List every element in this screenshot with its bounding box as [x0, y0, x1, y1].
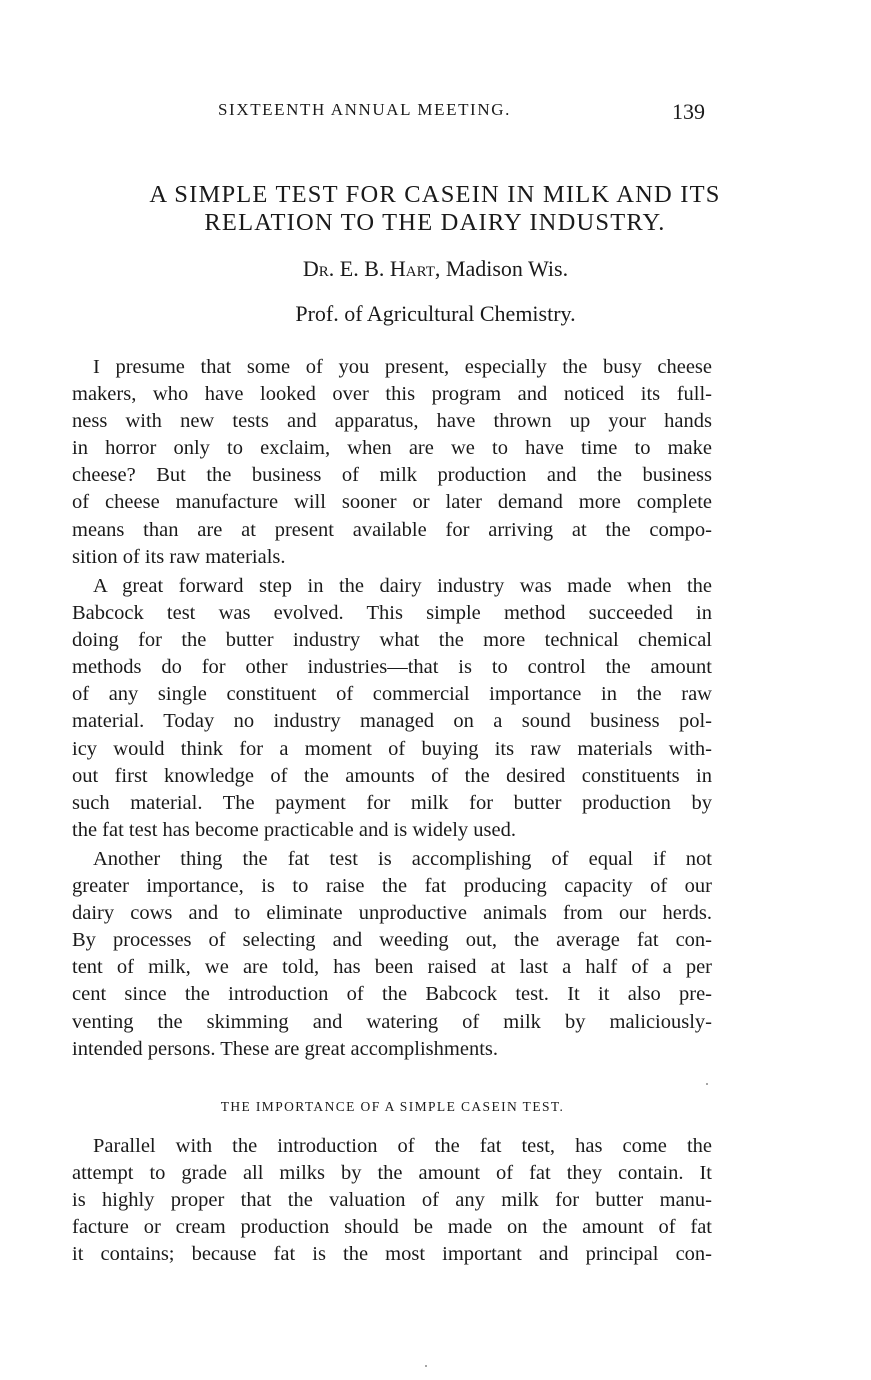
paragraph-line: facture or cream production should be made on the amount of fat — [72, 1216, 712, 1239]
scan-speck — [706, 1083, 708, 1085]
paragraph-line: the fat test has become practicable and is widely used. — [72, 818, 517, 841]
author-affiliation: Prof. of Agricultural Chemistry. — [295, 301, 576, 326]
article-title — [40, 181, 830, 237]
paragraph-line: cent since the introduction of the Babcock test. It it also pre- — [72, 983, 712, 1006]
paragraph-line: dairy cows and to eliminate unproductive animals from our herds. — [72, 902, 712, 925]
paragraph-line: icy would think for a moment of buying its raw materials with- — [72, 737, 712, 760]
paragraph-line: attempt to grade all milks by the amount of fat they contain. It — [72, 1162, 712, 1185]
title-line-2: RELATION TO THE DAIRY INDUSTRY. — [204, 209, 666, 236]
paragraph-line: makers, who have looked over this program and noticed its full- — [72, 383, 712, 406]
paragraph-line: methods do for other industries—that is to control the amount — [72, 656, 712, 679]
paragraph-line: it contains; because fat is the most important and principal con- — [72, 1243, 712, 1266]
paragraph-line: of any single constituent of commercial importance in the raw — [72, 683, 712, 706]
scan-speck — [425, 1365, 427, 1367]
author-name: Dr. E. B. Hart, — [302, 256, 441, 281]
paragraph-3 — [72, 846, 712, 1063]
page-number: 139 — [672, 99, 705, 124]
paragraph-line: out first knowledge of the amounts of the desired constituents in — [72, 764, 712, 787]
author-location: Madison Wis. — [445, 256, 569, 281]
paragraph-line: tent of milk, we are told, has been raised at last a half of a per — [72, 956, 712, 979]
section-heading: THE IMPORTANCE OF A SIMPLE CASEIN TEST. — [220, 1099, 565, 1114]
paragraph-line: in horror only to exclaim, when are we to have time to make — [72, 437, 712, 460]
title-line-1: A SIMPLE TEST FOR CASEIN IN MILK AND ITS — [149, 181, 721, 208]
paragraph-line: is highly proper that the valuation of any milk for butter manu- — [72, 1189, 712, 1212]
paragraph-2 — [72, 573, 712, 844]
paragraph-line: intended persons. These are great accomplishments. — [72, 1037, 498, 1060]
paragraph-line: sition of its raw materials. — [72, 545, 286, 568]
paragraph-line: A great forward step in the dairy industry was made when the — [93, 575, 712, 597]
paragraph-line: of cheese manufacture will sooner or later demand more complete — [72, 491, 712, 514]
running-head: SIXTEENTH ANNUAL MEETING. — [218, 100, 511, 119]
paragraph-line: venting the skimming and watering of milk by maliciously- — [72, 1010, 712, 1033]
paragraph-1 — [72, 354, 712, 571]
paragraph-4 — [72, 1133, 712, 1268]
paragraph-line: such material. The payment for milk for butter production by — [72, 791, 712, 814]
author-line — [0, 256, 871, 282]
paragraph-line: material. Today no industry managed on a sound business pol- — [72, 710, 712, 733]
paragraph-line: doing for the butter industry what the more technical chemical — [72, 629, 712, 652]
paragraph-line: By processes of selecting and weeding out, the average fat con- — [72, 929, 712, 952]
paragraph-line: Babcock test was evolved. This simple method succeeded in — [72, 602, 712, 625]
paragraph-line: I presume that some of you present, especially the busy cheese — [93, 356, 712, 378]
paragraph-line: greater importance, is to raise the fat producing capacity of our — [72, 875, 712, 898]
paragraph-line: ness with new tests and apparatus, have thrown up your hands — [72, 410, 712, 433]
paragraph-line: means than are at present available for arriving at the compo- — [72, 518, 712, 541]
paragraph-line: cheese? But the business of milk production and the business — [72, 464, 712, 487]
paragraph-line: Parallel with the introduction of the fat test, has come the — [93, 1135, 712, 1157]
paragraph-line: Another thing the fat test is accomplishing of equal if not — [93, 848, 712, 870]
